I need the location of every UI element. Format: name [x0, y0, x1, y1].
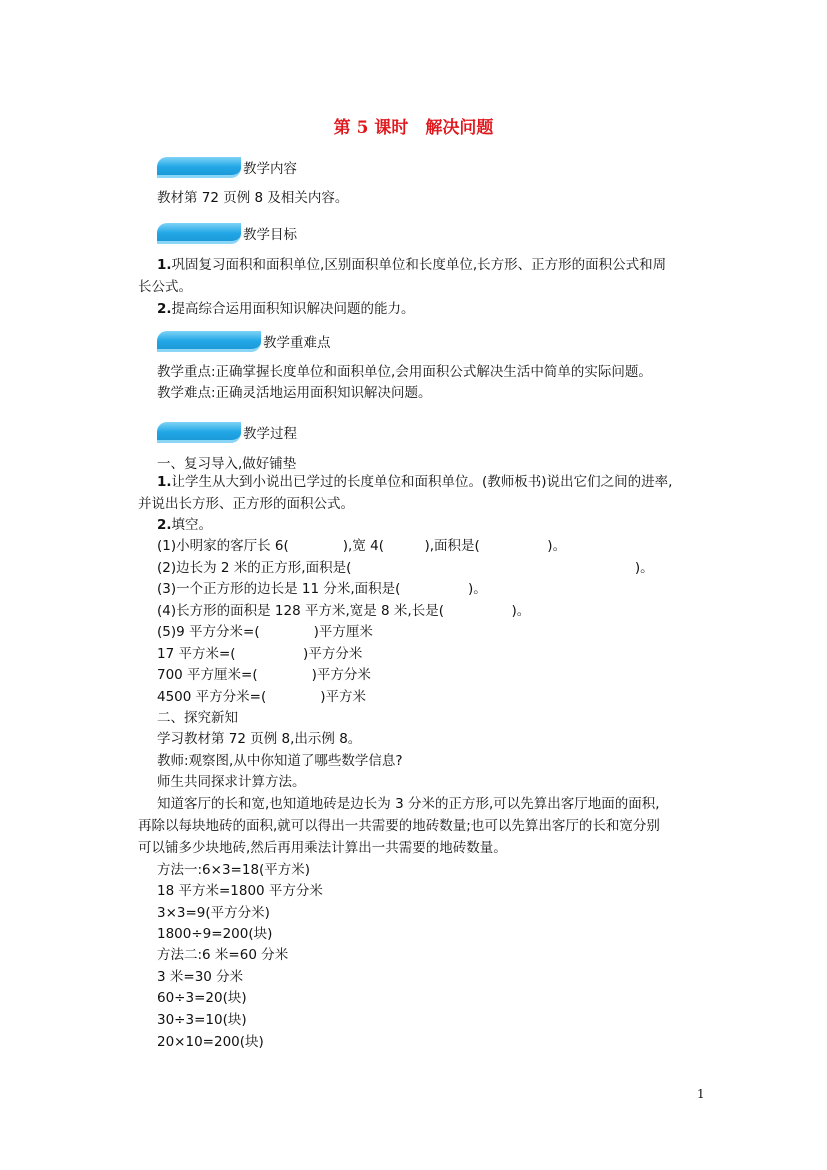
fill-blank-8: 4500 平方分米=( )平方米: [157, 689, 366, 705]
fill-blank-2: (2)边长为 2 米的正方形,面积是( )。: [157, 560, 654, 576]
part-2-heading: 二、探究新知: [157, 710, 238, 726]
section-header-key: [157, 326, 357, 352]
teacher-question: 教师:观察图,从中你知道了哪些数学信息?: [157, 753, 403, 769]
section-title: 教学过程: [243, 426, 297, 442]
fill-blank-6: 17 平方米=( )平方分米: [157, 646, 363, 662]
goal-1-text: 巩固复习面积和面积单位,区别面积单位和长度单位,长方形、正方形的面积公式和周: [171, 257, 667, 273]
section-title: 教学内容: [243, 161, 297, 177]
method-2-step-4: 30÷3=10(块): [157, 1012, 247, 1028]
explanation-line-2: 再除以每块地砖的面积,就可以得出一共需要的地砖数量;也可以先算出客厅的长和宽分别: [138, 818, 660, 834]
method-1-step-1: 方法一:6×3=18(平方米): [157, 862, 311, 878]
fill-blank-7: 700 平方厘米=( )平方分米: [157, 667, 371, 683]
goal-1-line-2: 长公式。: [138, 279, 192, 295]
explore-line: 师生共同探求计算方法。: [157, 774, 306, 790]
method-2-step-3: 60÷3=20(块): [157, 990, 247, 1006]
section-header-process: [157, 417, 317, 443]
method-2-step-2: 3 米=30 分米: [157, 969, 244, 985]
review-2-number: 2.: [157, 517, 172, 533]
section-header-goals: [157, 218, 317, 244]
lesson-title: 第 5 课时 解决问题: [333, 118, 494, 138]
method-2-step-5: 20×10=200(块): [157, 1034, 264, 1050]
section-title: 教学重难点: [263, 335, 331, 351]
method-1-step-2: 18 平方米=1800 平方分米: [157, 883, 323, 899]
goal-2-text: 提高综合运用面积知识解决问题的能力。: [171, 301, 415, 317]
page-number: 1: [697, 1087, 705, 1101]
fill-blank-4: (4)长方形的面积是 128 平方米,宽是 8 米,长是( )。: [157, 603, 531, 619]
section-badge: [157, 331, 261, 352]
section-badge: [157, 157, 241, 178]
section-badge: [157, 223, 241, 244]
method-1-step-3: 3×3=9(平方分米): [157, 905, 270, 921]
content-text: 教材第 72 页例 8 及相关内容。: [157, 190, 349, 206]
explanation-line-1: 知道客厅的长和宽,也知道地砖是边长为 3 分米的正方形,可以先算出客厅地面的面积,: [157, 796, 660, 812]
method-2-step-1: 方法二:6 米=60 分米: [157, 947, 289, 963]
section-badge: [157, 422, 241, 443]
review-1-text: 让学生从大到小说出已学过的长度单位和面积单位。(教师板书)说出它们之间的进率,: [171, 474, 673, 490]
explanation-line-3: 可以铺多少块地砖,然后再用乘法计算出一共需要的地砖数量。: [138, 840, 507, 856]
goal-1-line-1: [157, 256, 666, 274]
study-line: 学习教材第 72 页例 8,出示例 8。: [157, 731, 362, 747]
fill-blank-3: (3)一个正方形的边长是 11 分米,面积是( )。: [157, 581, 487, 597]
section-title: 教学目标: [243, 227, 297, 243]
teaching-focus: 教学重点:正确掌握长度单位和面积单位,会用面积公式解决生活中简单的实际问题。: [157, 364, 652, 380]
fill-blank-1: (1)小明家的客厅长 6( ),宽 4( ),面积是( )。: [157, 538, 567, 554]
teaching-difficulty: 教学难点:正确灵活地运用面积知识解决问题。: [157, 385, 432, 401]
goal-1-number: 1.: [157, 257, 172, 273]
section-header-content: [157, 152, 317, 178]
goal-2: [157, 300, 415, 318]
method-1-step-4: 1800÷9=200(块): [157, 926, 273, 942]
review-1-line-2: 并说出长方形、正方形的面积公式。: [138, 496, 354, 512]
part-1-heading: 一、复习导入,做好铺垫: [157, 456, 297, 472]
goal-2-number: 2.: [157, 301, 172, 317]
review-1-number: 1.: [157, 474, 172, 490]
review-2: [157, 516, 212, 534]
review-2-text: 填空。: [171, 517, 213, 533]
review-1-line-1: [157, 473, 672, 491]
fill-blank-5: (5)9 平方分米=( )平方厘米: [157, 624, 373, 640]
